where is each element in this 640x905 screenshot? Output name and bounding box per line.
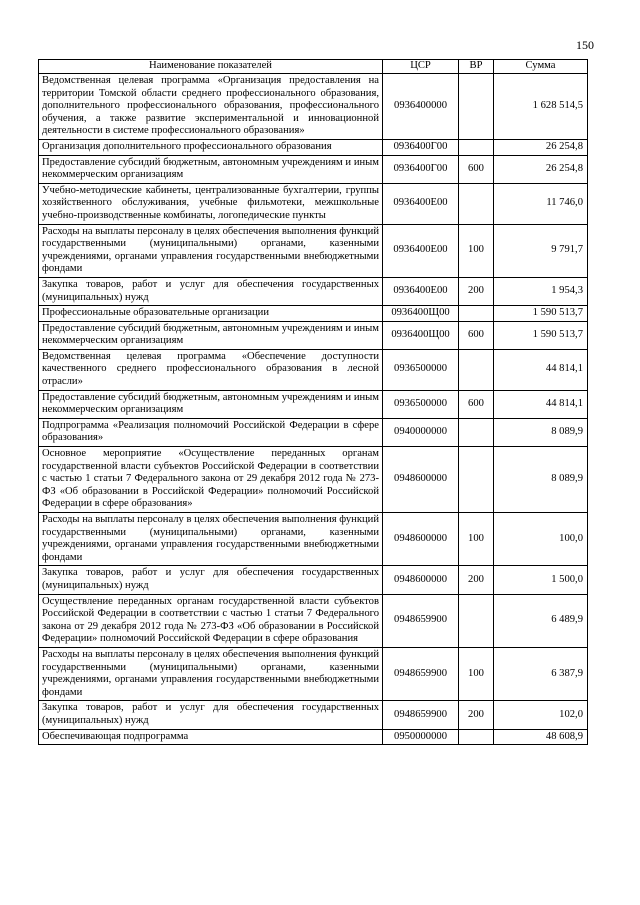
page-number: 150 [576,38,594,52]
column-header-vr: ВР [459,60,494,74]
row-sum-cell: 1 500,0 [494,566,588,594]
row-sum-cell: 44 814,1 [494,349,588,390]
budget-table [38,59,588,745]
row-sum-cell: 8 089,9 [494,447,588,513]
row-csr-cell: 0936400Щ00 [383,306,459,322]
row-name-cell: Расходы на выплаты персоналу в целях обеспечения выполнения функций государственными (муниципальными) органами, казенными учреждениями, органами управления государственными внебюджетными фондами [39,647,383,700]
row-name-cell: Ведомственная целевая программа «Организация предоставления на территории Томской области среднего профессионального образования, дополнительного профессионального образования, профессионального обучения, а также развитие экспериментальной и инновационной деятельности в системе профессионального образования» [39,74,383,140]
row-name-cell: Предоставление субсидий бюджетным, автономным учреждениям и иным некоммерческим организациям [39,155,383,183]
row-csr-cell: 0936400Е00 [383,183,459,224]
row-csr-cell: 0936400000 [383,74,459,140]
row-sum-cell: 6 387,9 [494,647,588,700]
row-csr-cell: 0936500000 [383,390,459,418]
column-header-csr: ЦСР [383,60,459,74]
row-name-cell: Организация дополнительного профессионального образования [39,139,383,155]
row-csr-cell: 0948659900 [383,647,459,700]
row-sum-cell: 8 089,9 [494,418,588,446]
table-row [39,594,588,647]
row-vr-cell: 600 [459,321,494,349]
row-vr-cell: 100 [459,513,494,566]
row-vr-cell: 200 [459,277,494,305]
row-sum-cell: 100,0 [494,513,588,566]
row-csr-cell: 0940000000 [383,418,459,446]
row-sum-cell: 1 628 514,5 [494,74,588,140]
column-header-name: Наименование показателей [39,60,383,74]
row-csr-cell: 0936400Щ00 [383,321,459,349]
row-name-cell: Закупка товаров, работ и услуг для обеспечения государственных (муниципальных) нужд [39,701,383,729]
row-vr-cell [459,447,494,513]
row-sum-cell: 1 954,3 [494,277,588,305]
row-vr-cell [459,729,494,745]
row-name-cell: Расходы на выплаты персоналу в целях обеспечения выполнения функций государственными (муниципальными) органами, казенными учреждениями, органами управления государственными внебюджетными фондами [39,224,383,277]
row-csr-cell: 0948659900 [383,594,459,647]
row-name-cell: Предоставление субсидий бюджетным, автономным учреждениям и иным некоммерческим организациям [39,321,383,349]
table-header-row [39,60,588,74]
row-name-cell: Учебно-методические кабинеты, централизованные бухгалтерии, группы хозяйственного обслуживания, учебные фильмотеки, межшкольные учебно-производственные комбинаты, логопедические пункты [39,183,383,224]
row-name-cell: Основное мероприятие «Осуществление переданных органам государственной власти субъектов Российской Федерации в соответствии с частью 1 статьи 7 Федерального закона от 29 декабря 2012 года № 273-ФЗ «Об образовании в Российской Федерации» полномочий Российской Федерации в сфере образования» [39,447,383,513]
row-csr-cell: 0936400Г00 [383,139,459,155]
row-name-cell: Обеспечивающая подпрограмма [39,729,383,745]
table-row [39,566,588,594]
row-csr-cell: 0948600000 [383,513,459,566]
row-csr-cell: 0936400Е00 [383,277,459,305]
row-vr-cell [459,183,494,224]
row-name-cell: Закупка товаров, работ и услуг для обеспечения государственных (муниципальных) нужд [39,566,383,594]
table-row [39,349,588,390]
table-row [39,183,588,224]
row-name-cell: Закупка товаров, работ и услуг для обеспечения государственных (муниципальных) нужд [39,277,383,305]
row-name-cell: Ведомственная целевая программа «Обеспечение доступности качественного среднего профессионального образования в лесной отрасли» [39,349,383,390]
column-header-sum: Сумма [494,60,588,74]
row-csr-cell: 0948600000 [383,566,459,594]
row-sum-cell: 11 746,0 [494,183,588,224]
table-row [39,418,588,446]
row-name-cell: Предоставление субсидий бюджетным, автономным учреждениям и иным некоммерческим организациям [39,390,383,418]
row-csr-cell: 0948659900 [383,701,459,729]
row-sum-cell: 48 608,9 [494,729,588,745]
row-vr-cell: 200 [459,701,494,729]
row-vr-cell [459,306,494,322]
row-sum-cell: 26 254,8 [494,155,588,183]
row-vr-cell [459,349,494,390]
row-csr-cell: 0950000000 [383,729,459,745]
table-row [39,139,588,155]
row-vr-cell: 600 [459,390,494,418]
row-csr-cell: 0948600000 [383,447,459,513]
table-row [39,224,588,277]
row-sum-cell: 102,0 [494,701,588,729]
row-sum-cell: 1 590 513,7 [494,321,588,349]
row-csr-cell: 0936400Г00 [383,155,459,183]
table-row [39,447,588,513]
row-vr-cell: 100 [459,224,494,277]
row-sum-cell: 6 489,9 [494,594,588,647]
row-vr-cell [459,139,494,155]
row-sum-cell: 26 254,8 [494,139,588,155]
row-name-cell: Подпрограмма «Реализация полномочий Российской Федерации в сфере образования» [39,418,383,446]
row-vr-cell [459,594,494,647]
table-body [39,74,588,745]
table-row [39,321,588,349]
row-vr-cell [459,74,494,140]
row-vr-cell: 600 [459,155,494,183]
table-row [39,74,588,140]
row-name-cell: Профессиональные образовательные организации [39,306,383,322]
table-row [39,155,588,183]
table-row [39,729,588,745]
row-csr-cell: 0936500000 [383,349,459,390]
table-row [39,390,588,418]
row-vr-cell [459,418,494,446]
table-row [39,647,588,700]
table-row [39,701,588,729]
row-csr-cell: 0936400Е00 [383,224,459,277]
row-vr-cell: 100 [459,647,494,700]
row-sum-cell: 9 791,7 [494,224,588,277]
row-sum-cell: 44 814,1 [494,390,588,418]
table-row [39,306,588,322]
row-sum-cell: 1 590 513,7 [494,306,588,322]
table-row [39,513,588,566]
row-name-cell: Расходы на выплаты персоналу в целях обеспечения выполнения функций государственными (муниципальными) органами, казенными учреждениями, органами управления государственными внебюджетными фондами [39,513,383,566]
table-row [39,277,588,305]
row-vr-cell: 200 [459,566,494,594]
row-name-cell: Осуществление переданных органам государственной власти субъектов Российской Федерации в соответствии с частью 1 статьи 7 Федерального закона от 29 декабря 2012 года № 273-ФЗ «Об образовании в Российской Федерации» полномочий Российской Федерации в сфере образования [39,594,383,647]
